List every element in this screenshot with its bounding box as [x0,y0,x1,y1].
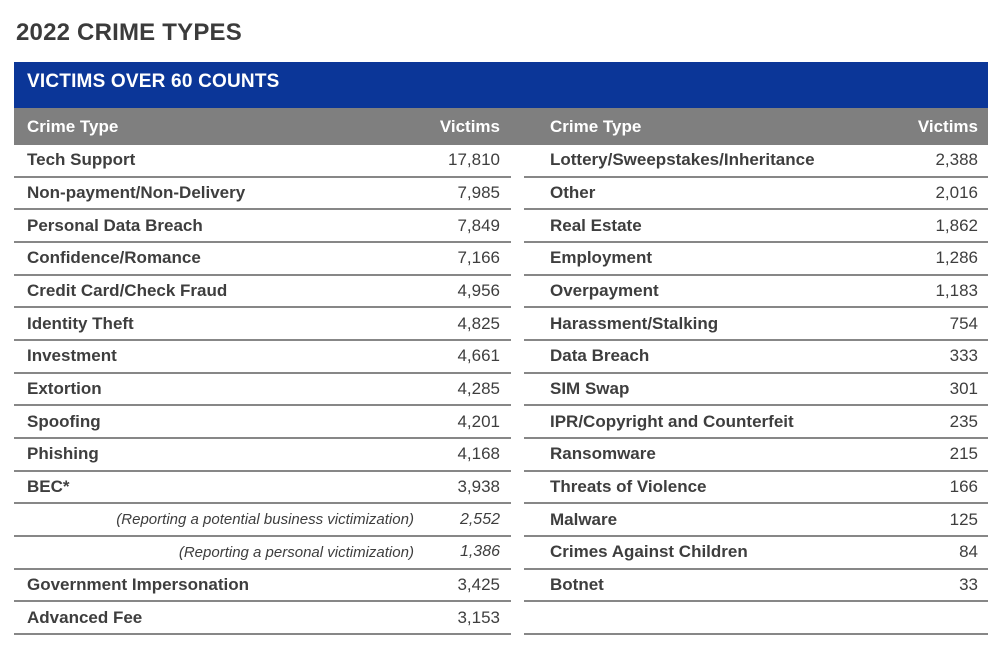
crime-type-header: Crime Type [27,116,119,136]
victims-cell: 3,153 [457,607,500,627]
crime-type-cell: Credit Card/Check Fraud [27,280,228,300]
page-title: 2022 CRIME TYPES [16,19,242,46]
table-row [14,504,511,537]
table-banner-label: VICTIMS OVER 60 COUNTS [27,71,280,92]
table-row [524,537,988,570]
column-header-bar [14,108,988,145]
victims-cell: 1,386 [459,543,500,561]
table-row [524,276,988,309]
victims-cell: 4,201 [457,411,500,431]
victims-cell: 3,425 [457,574,500,594]
left-column-headers [14,108,511,145]
crime-type-cell: Real Estate [550,215,642,235]
crime-type-cell: Confidence/Romance [27,248,201,268]
victims-cell: 4,956 [457,280,500,300]
table-row [14,243,511,276]
table-row [524,308,988,341]
crime-type-cell: Tech Support [27,150,136,170]
victims-cell: 7,849 [457,215,500,235]
crime-type-cell: Government Impersonation [27,574,249,594]
victims-cell: 754 [949,313,978,333]
table-row [524,439,988,472]
table-banner [14,62,988,108]
crime-type-cell: Botnet [550,574,604,594]
table-row [524,374,988,407]
victims-cell: 3,938 [457,476,500,496]
crime-type-cell: Malware [550,509,618,529]
crime-type-cell: Harassment/Stalking [550,313,719,333]
left-rows-column [14,145,511,635]
table-row [524,602,988,635]
crime-type-cell: Spoofing [27,411,101,431]
table-row [524,570,988,603]
victims-header: Victims [917,116,978,136]
table-row [14,537,511,570]
crime-type-cell: Phishing [27,444,99,464]
victims-cell: 215 [949,444,978,464]
right-rows-column [524,145,988,635]
victims-cell: 2,388 [935,150,978,170]
victims-cell: 4,168 [457,444,500,464]
crime-type-cell: Advanced Fee [27,607,143,627]
table-row [14,308,511,341]
victims-header: Victims [439,116,500,136]
table-row [14,276,511,309]
crime-type-cell: Investment [27,346,117,366]
crime-type-cell: Non-payment/Non-Delivery [27,182,246,202]
crime-type-cell: (Reporting a personal victimization) [178,543,414,561]
victims-cell: 166 [949,476,978,496]
right-column-headers [524,108,988,145]
table-row [524,243,988,276]
victims-cell: 2,552 [459,510,500,528]
crime-type-cell: Extortion [27,378,102,398]
crime-type-cell: Lottery/Sweepstakes/Inheritance [550,150,815,170]
table-row [14,210,511,243]
crime-type-cell: Employment [550,248,653,268]
victims-cell: 84 [959,542,978,562]
crime-type-cell: Crimes Against Children [550,542,748,562]
table-row [14,374,511,407]
table-body [14,145,988,635]
crime-type-cell: IPR/Copyright and Counterfeit [550,411,794,431]
victims-cell: 1,286 [935,248,978,268]
victims-cell: 4,825 [457,313,500,333]
crime-type-cell: Personal Data Breach [27,215,203,235]
victims-cell: 235 [949,411,978,431]
victims-cell: 1,183 [935,280,978,300]
table-row [14,406,511,439]
table-row [524,341,988,374]
victims-over-60-table [14,62,988,635]
crime-type-cell: Data Breach [550,346,650,366]
crime-type-cell: Identity Theft [27,313,134,333]
victims-cell: 2,016 [935,182,978,202]
crime-type-cell: Overpayment [550,280,659,300]
victims-cell: 7,985 [457,182,500,202]
table-row [14,439,511,472]
crime-type-cell: (Reporting a potential business victimization) [116,511,414,529]
victims-cell: 33 [959,574,978,594]
victims-cell: 17,810 [448,150,500,170]
table-row [524,210,988,243]
crime-type-cell: Ransomware [550,444,656,464]
table-row [14,178,511,211]
table-row [14,570,511,603]
table-row [14,602,511,635]
crime-type-header: Crime Type [550,116,642,136]
table-row [14,341,511,374]
table-row [14,145,511,178]
victims-cell: 1,862 [935,215,978,235]
crime-type-cell: BEC* [27,476,70,496]
victims-cell: 7,166 [457,248,500,268]
victims-cell: 125 [949,509,978,529]
victims-cell: 4,661 [457,346,500,366]
crime-type-cell: Other [550,182,596,202]
table-row [14,472,511,505]
table-row [524,406,988,439]
table-row [524,145,988,178]
table-row [524,504,988,537]
crime-type-cell: Threats of Violence [550,476,707,496]
victims-cell: 4,285 [457,378,500,398]
victims-cell: 333 [949,346,978,366]
table-row [524,178,988,211]
table-row [524,472,988,505]
victims-cell: 301 [949,378,978,398]
crime-type-cell: SIM Swap [550,378,630,398]
